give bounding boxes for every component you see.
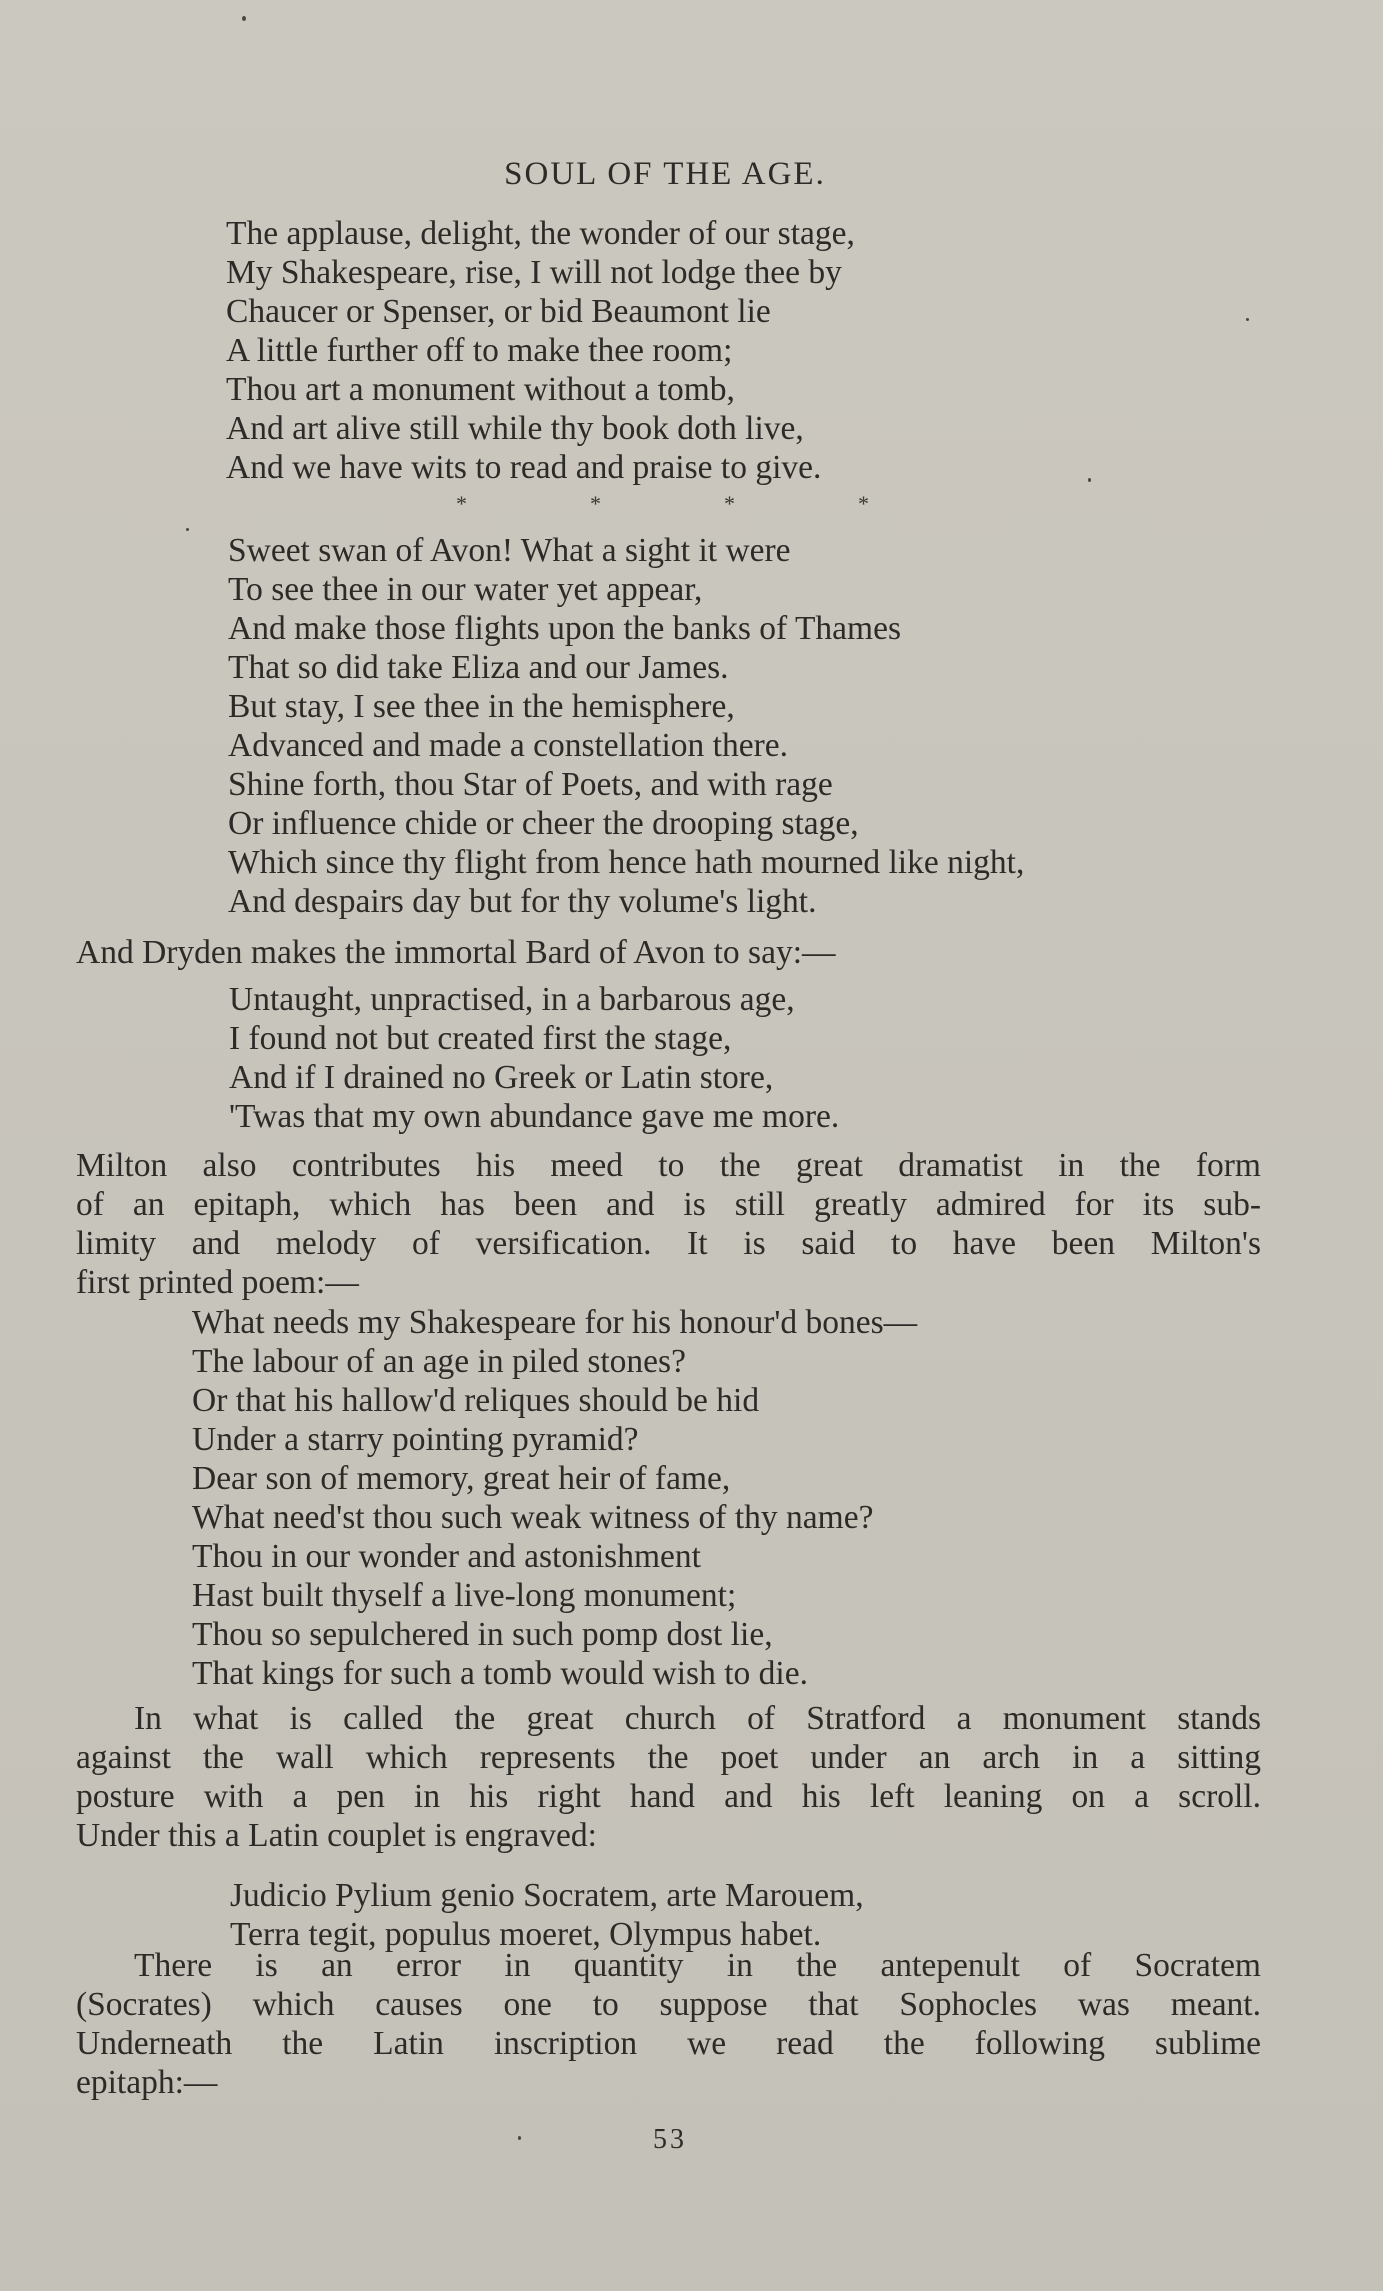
poem-line: Shine forth, thou Star of Poets, and with rage [228,766,833,803]
ink-speck [518,2136,521,2140]
poem-line: Or influence chide or cheer the drooping stage, [228,805,859,842]
poem-line: To see thee in our water yet appear, [228,571,703,608]
poem-line: And despairs day but for thy volume's light. [228,883,817,920]
latin-line: Judicio Pylium genio Socratem, arte Marouem, [230,1877,864,1914]
poem-line: Dear son of memory, great heir of fame, [192,1460,731,1497]
prose-line: limity and melody of versification. It is said to have been Milton's [76,1225,1261,1262]
stratford-paragraph [76,1699,1261,1855]
prose-line: Underneath the Latin inscription we read the following sublime [76,2025,1261,2062]
poem-line: Under a starry pointing pyramid? [192,1421,639,1458]
page-number: 53 [653,2124,687,2155]
poem-line: And art alive still while thy book doth live, [226,410,804,447]
poem-line: Advanced and made a constellation there. [228,727,788,764]
poem-line: And we have wits to read and praise to give. [226,449,822,486]
poem-line: That so did take Eliza and our James. [228,649,729,686]
dryden-intro [76,933,836,972]
poem-line: What needs my Shakespeare for his honour'd bones— [192,1304,918,1341]
prose-line: Milton also contributes his meed to the great dramatist in the form [76,1147,1261,1184]
asterism-mark: * [858,491,869,516]
ink-speck [1088,478,1091,482]
running-head: SOUL OF THE AGE. [504,156,826,192]
poem-line: My Shakespeare, rise, I will not lodge thee by [226,254,842,291]
poem-line: Thou in our wonder and astonishment [192,1538,701,1575]
ink-speck [242,16,246,21]
prose-line: (Socrates) which causes one to suppose that Sophocles was meant. [76,1986,1261,2023]
poem-line: And make those flights upon the banks of Thames [228,610,901,647]
ink-speck [186,528,189,531]
poem-line: Which since thy flight from hence hath mourned like night, [228,844,1025,881]
poem-line: Sweet swan of Avon! What a sight it were [228,532,791,569]
poem-line: Thou so sepulchered in such pomp dost lie, [192,1616,773,1653]
prose-line: posture with a pen in his right hand and his left leaning on a scroll. [76,1778,1261,1815]
poem-line: What need'st thou such weak witness of thy name? [192,1499,874,1536]
poem-line: The labour of an age in piled stones? [192,1343,686,1380]
prose-line: against the wall which represents the poet under an arch in a sitting [76,1739,1261,1776]
poem-line: But stay, I see thee in the hemisphere, [228,688,735,725]
prose-line: And Dryden makes the immortal Bard of Avon to say:— [76,934,836,971]
error-paragraph [76,1946,1261,2102]
poem-line: A little further off to make thee room; [226,332,733,369]
prose-line: first printed poem:— [76,1264,359,1301]
prose-line: Under this a Latin couplet is engraved: [76,1817,597,1854]
milton-poem [192,1303,917,1693]
latin-couplet [230,1876,864,1954]
poem-line: Hast built thyself a live-long monument; [192,1577,737,1614]
asterism-mark: * [456,491,467,516]
poem-line: That kings for such a tomb would wish to die. [192,1655,808,1692]
dryden-poem [229,980,839,1136]
prose-line: epitaph:— [76,2064,218,2101]
jonson-stanza-2 [228,531,1024,921]
prose-line: In what is called the great church of Stratford a monument stands [134,1700,1261,1737]
poem-line: I found not but created first the stage, [229,1020,732,1057]
ink-speck [1246,318,1249,321]
jonson-stanza-1 [226,214,855,487]
stanza-separator [0,484,1383,524]
latin-line: Terra tegit, populus moeret, Olympus habet. [230,1916,822,1953]
poem-line: Chaucer or Spenser, or bid Beaumont lie [226,293,771,330]
asterism-mark: * [724,491,735,516]
poem-line: Untaught, unpractised, in a barbarous age, [229,981,795,1018]
poem-line: 'Twas that my own abundance gave me more. [229,1098,840,1135]
prose-line: There is an error in quantity in the antepenult of Socratem [134,1947,1261,1984]
poem-line: And if I drained no Greek or Latin store, [229,1059,774,1096]
poem-line: Or that his hallow'd reliques should be hid [192,1382,760,1419]
asterism-mark: * [590,491,601,516]
poem-line: The applause, delight, the wonder of our stage, [226,215,855,252]
prose-line: of an epitaph, which has been and is still greatly admired for its sub- [76,1186,1261,1223]
poem-line: Thou art a monument without a tomb, [226,371,735,408]
milton-intro-paragraph [76,1146,1261,1302]
